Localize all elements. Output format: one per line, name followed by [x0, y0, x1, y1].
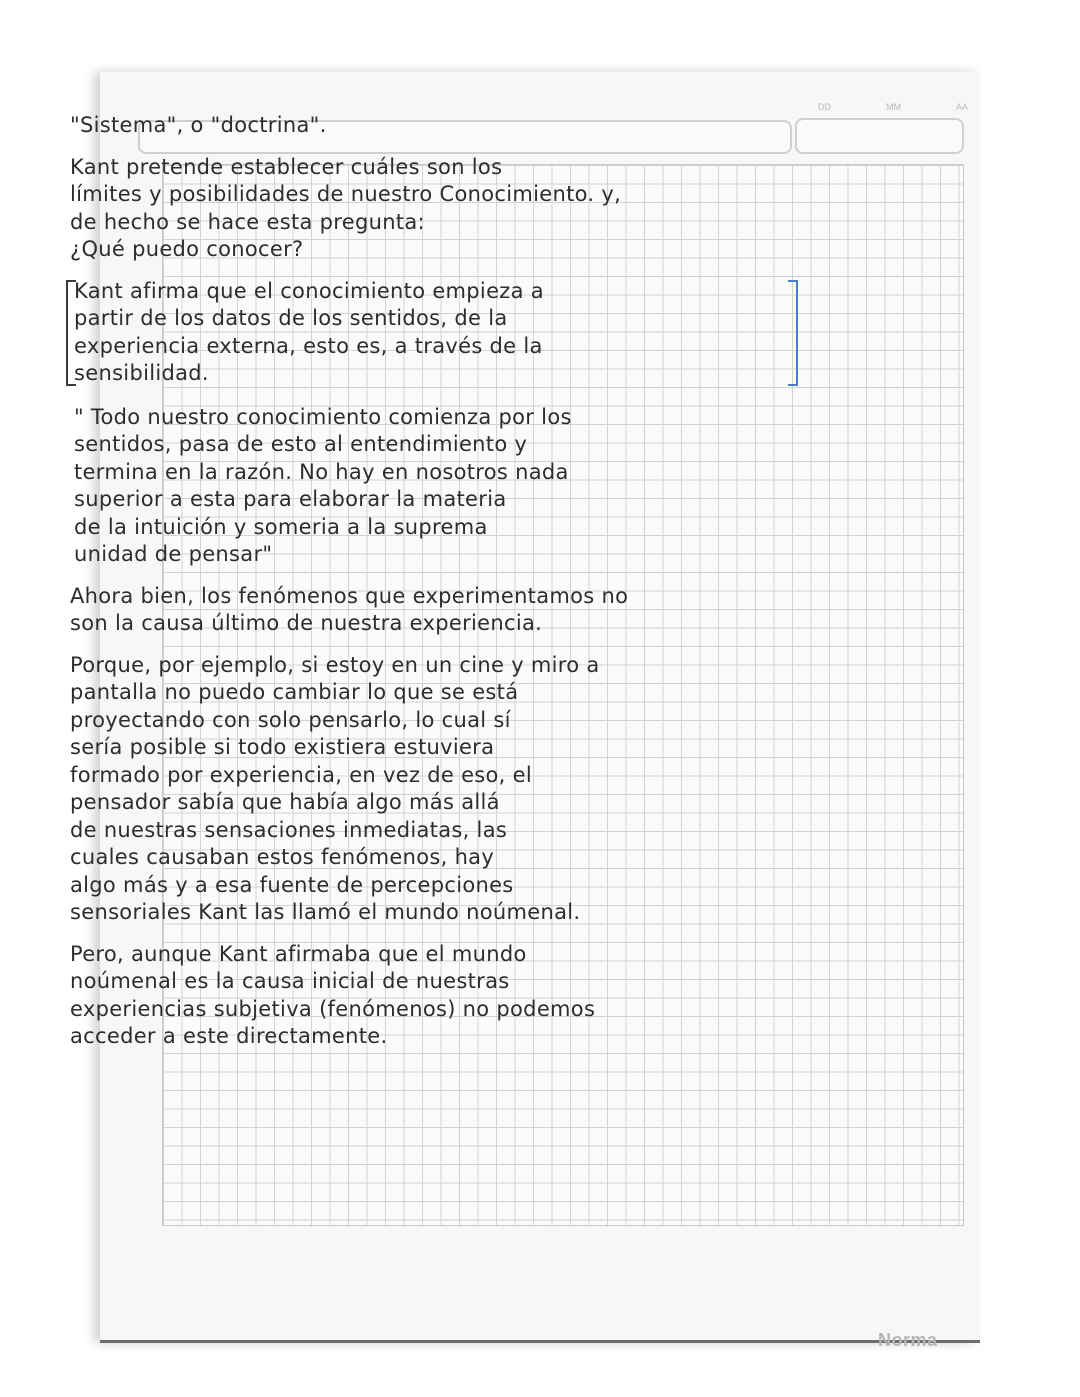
date-month-label: MM	[885, 102, 901, 112]
text-line: Kant pretende establecer cuáles son los	[70, 154, 503, 179]
text-line: proyectando con solo pensarlo, lo cual sí	[70, 707, 511, 732]
text-line: "Sistema", o "doctrina".	[70, 113, 327, 137]
text-line: sentidos, pasa de esto al entendimiento y	[74, 432, 528, 456]
date-year-label: AA	[955, 102, 968, 112]
paragraph-example	[70, 652, 860, 927]
date-day-label: DD	[818, 102, 831, 112]
text-line: cuales causaban estos fenómenos, hay	[70, 845, 495, 869]
left-bracket	[66, 280, 76, 386]
text-line: de hecho se hace esta pregunta:	[70, 209, 425, 234]
text-line: sensibilidad.	[74, 361, 209, 385]
text-line: de nuestras sensaciones inmediatas, las	[70, 817, 508, 842]
text-line: de la intuición y someria a la suprema	[74, 514, 488, 539]
paragraph-bracketed	[70, 278, 794, 388]
text-line: sería posible si todo existiera estuviera	[70, 735, 495, 759]
text-line: Kant afirma que el conocimiento empieza a	[74, 278, 544, 303]
text-line: sensoriales Kant las llamó el mundo noúmenal.	[70, 900, 581, 924]
text-line: Pero, aunque Kant afirmaba que el mundo	[70, 941, 527, 966]
text-line: pensador sabía que había algo más allá	[70, 790, 500, 814]
text-line: noúmenal es la causa inicial de nuestras	[70, 969, 510, 993]
text-line: límites y posibilidades de nuestro Conocimiento. y,	[70, 182, 622, 206]
paragraph-noumenal	[70, 941, 860, 1051]
text-line: acceder a este directamente.	[70, 1024, 388, 1048]
text-line: superior a esta para elaborar la materia	[74, 487, 507, 511]
handwritten-notes	[70, 112, 860, 1065]
text-line: partir de los datos de los sentidos, de la	[74, 306, 508, 330]
text-line: Ahora bien, los fenómenos que experimentamos no	[70, 583, 629, 608]
paragraph-kant-question	[70, 154, 860, 264]
paragraph-intro	[70, 112, 860, 140]
text-line: " Todo nuestro conocimiento comienza por los	[74, 404, 572, 429]
text-line: son la causa último de nuestra experiencia.	[70, 611, 543, 635]
text-line: algo más y a esa fuente de percepciones	[70, 872, 514, 897]
right-bracket	[788, 280, 798, 386]
text-line: Porque, por ejemplo, si estoy en un cine y miro a	[70, 652, 600, 677]
text-line: pantalla no puedo cambiar lo que se está	[70, 680, 519, 704]
date-labels	[818, 102, 968, 112]
brand-logo: Norma	[878, 1330, 938, 1350]
text-line: formado por experiencia, en vez de eso, el	[70, 762, 532, 787]
text-line: ¿Qué puedo conocer?	[70, 237, 304, 261]
text-line: unidad de pensar"	[74, 542, 273, 566]
text-line: experiencia externa, esto es, a través de la	[74, 333, 543, 358]
paragraph-phenomena	[70, 583, 860, 638]
paragraph-quote	[70, 404, 860, 569]
text-line: experiencias subjetiva (fenómenos) no podemos	[70, 996, 596, 1021]
text-line: termina en la razón. No hay en nosotros nada	[74, 459, 569, 484]
